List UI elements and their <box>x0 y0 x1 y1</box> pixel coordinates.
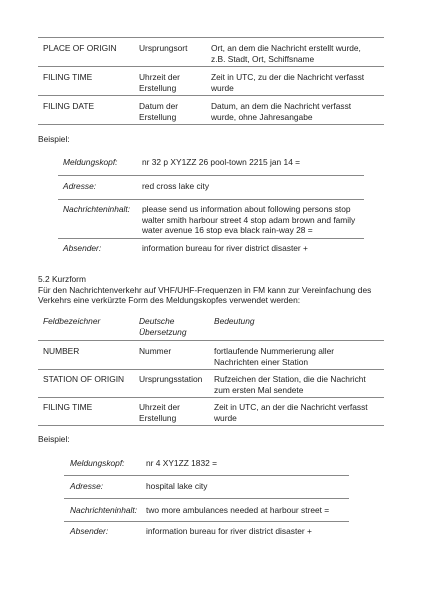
example-label: Beispiel: <box>38 134 70 144</box>
example-value: information bureau for river district disaster + <box>146 526 312 536</box>
example-key: Absender: <box>63 243 102 253</box>
table-cell-meaning: Datum, an dem die Nachricht verfasst <box>211 101 352 111</box>
table-rule <box>38 340 384 341</box>
example-rule <box>64 498 349 499</box>
example-key: Absender: <box>70 526 109 536</box>
table-cell-field: FILING DATE <box>43 101 95 111</box>
example-rule <box>64 475 349 476</box>
table-cell-translation: Erstellung <box>139 111 177 122</box>
table-cell-meaning: Zeit in UTC, an der die Nachricht verfasst <box>214 402 368 412</box>
table-cell-translation: Erstellung <box>139 412 177 423</box>
section-heading: 5.2 Kurzform <box>38 274 86 284</box>
table-rule <box>38 37 384 38</box>
example-label: Beispiel: <box>38 434 70 444</box>
table-cell-meaning: wurde <box>211 82 234 93</box>
table-cell-meaning: Rufzeichen der Station, die die Nachricht <box>214 374 366 384</box>
section-paragraph: Für den Nachrichtenverkehr auf VHF/UHF-Frequenzen in FM kann zur Vereinfachung des <box>38 284 372 295</box>
table-header-field: Feldbezeichner <box>43 316 101 326</box>
table-cell-translation: Datum der <box>139 101 179 111</box>
table-cell-field: STATION OF ORIGIN <box>43 374 125 384</box>
example-key: Adresse: <box>63 181 97 191</box>
example-value: walter smith harbour street 4 stop adam brown and family <box>142 214 356 225</box>
table-cell-field: PLACE OF ORIGIN <box>43 43 117 53</box>
example-value: two more ambulances needed at harbour street = <box>146 505 330 515</box>
table-cell-meaning: Zeit in UTC, zu der die Nachricht verfasst <box>211 72 365 82</box>
example-value: hospital lake city <box>146 481 208 491</box>
table-cell-meaning: fortlaufende Nummerierung aller <box>214 346 335 356</box>
table-cell-meaning: zum ersten Mal sendete <box>214 384 304 395</box>
example-rule <box>64 521 349 522</box>
table-header-meaning: Bedeutung <box>214 316 255 326</box>
table-header-translation: Übersetzung <box>139 326 187 337</box>
example-key: Meldungskopf: <box>63 157 118 167</box>
table-cell-meaning: Nachrichten einer Station <box>214 356 309 367</box>
example-value: red cross lake city <box>142 181 210 191</box>
example-value: nr 32 p XY1ZZ 26 pool-town 2215 jan 14 = <box>142 157 301 167</box>
example-value: water avenue 16 stop eva black rain-way 28 = <box>142 225 313 235</box>
table-rule <box>38 369 384 370</box>
table-cell-meaning: wurde <box>214 412 237 423</box>
table-cell-field: FILING TIME <box>43 72 93 82</box>
example-key: Nachrichteninhalt: <box>63 204 131 214</box>
example-value: nr 4 XY1ZZ 1832 = <box>146 458 217 468</box>
table-cell-meaning: Ort, an dem die Nachricht erstellt wurde, <box>211 43 361 53</box>
table-rule <box>38 397 384 398</box>
table-cell-translation: Ursprungsstation <box>139 374 203 384</box>
section-paragraph: Verkehrs eine verkürzte Form des Meldungskopfes verwendet werden: <box>38 295 301 305</box>
table-cell-meaning: wurde, ohne Jahresangabe <box>211 111 313 122</box>
example-key: Meldungskopf: <box>70 458 125 468</box>
table-cell-meaning: z.B. Stadt, Ort, Schiffsname <box>211 53 315 64</box>
table-cell-translation: Nummer <box>139 346 172 356</box>
table-cell-field: FILING TIME <box>43 402 93 412</box>
table-cell-translation: Uhrzeit der <box>139 402 180 412</box>
example-rule <box>58 238 364 239</box>
table-rule <box>38 124 384 125</box>
table-cell-translation: Ursprungsort <box>139 43 188 53</box>
table-rule <box>38 66 384 67</box>
table-rule <box>38 95 384 96</box>
example-value: information bureau for river district disaster + <box>142 243 308 253</box>
table-header-translation: Deutsche <box>139 316 175 326</box>
table-rule <box>38 425 384 426</box>
table-cell-translation: Uhrzeit der <box>139 72 180 82</box>
example-value: please send us information about following persons stop <box>142 204 351 214</box>
example-rule <box>58 175 364 176</box>
table-cell-field: NUMBER <box>43 346 80 356</box>
example-rule <box>58 199 364 200</box>
table-cell-translation: Erstellung <box>139 82 177 93</box>
example-key: Adresse: <box>70 481 104 491</box>
example-key: Nachrichteninhalt: <box>70 505 138 515</box>
